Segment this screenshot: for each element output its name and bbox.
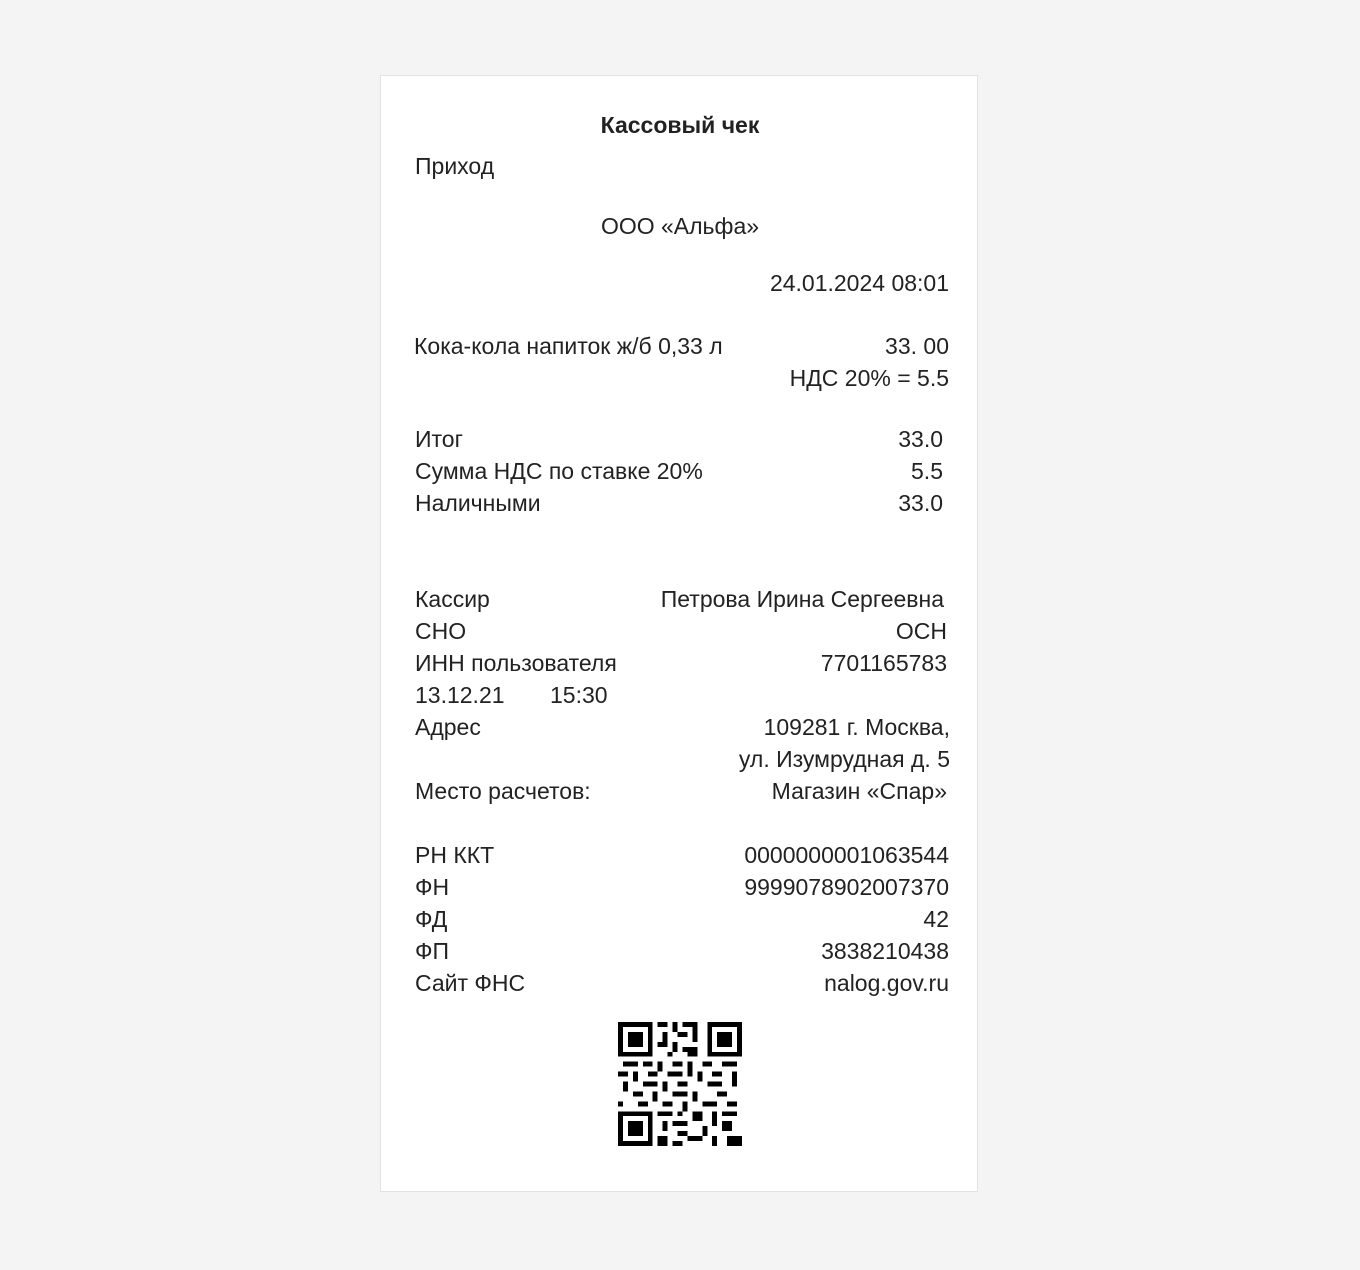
shift-date: 13.12.21 — [415, 682, 505, 708]
total-value: 33.0 — [898, 426, 943, 452]
address-label: Адрес — [415, 714, 481, 740]
sno-value: ОСН — [895, 618, 947, 644]
cash-value: 33.0 — [898, 490, 943, 516]
qr-code-icon — [618, 1022, 742, 1146]
fn-value: 9999078902007370 — [744, 874, 949, 900]
cash-label: Наличными — [415, 490, 541, 516]
fns-site-label: Сайт ФНС — [415, 970, 526, 996]
fns-site-value: nalog.gov.ru — [824, 970, 949, 996]
receipt-datetime: 24.01.2024 08:01 — [769, 270, 949, 296]
item-vat: НДС 20% = 5.5 — [789, 365, 949, 391]
address-line2: ул. Изумрудная д. 5 — [738, 746, 950, 772]
fp-value: 3838210438 — [821, 938, 949, 964]
fd-value: 42 — [923, 906, 949, 932]
rn-kkt-value: 0000000001063544 — [744, 842, 949, 868]
fn-label: ФН — [415, 874, 450, 900]
place-value: Магазин «Спар» — [771, 778, 947, 804]
total-label: Итог — [415, 426, 463, 452]
receipt-title: Кассовый чек — [600, 112, 760, 138]
address-line1: 109281 г. Москва, — [763, 714, 950, 740]
organization-name: ООО «Альфа» — [600, 213, 760, 239]
sno-label: СНО — [415, 618, 467, 644]
item-price: 33. 00 — [885, 333, 949, 359]
cashier-value: Петрова Ирина Сергеевна — [660, 586, 944, 612]
vat-sum-label: Сумма НДС по ставке 20% — [415, 458, 703, 484]
inn-value: 7701165783 — [820, 650, 947, 676]
cashier-label: Кассир — [415, 586, 490, 612]
inn-label: ИНН пользователя — [415, 650, 617, 676]
item-name: Кока-кола напиток ж/б 0,33 л — [414, 333, 723, 359]
shift-time: 15:30 — [550, 682, 608, 708]
rn-kkt-label: РН ККТ — [415, 842, 495, 868]
fd-label: ФД — [415, 906, 448, 932]
vat-sum-value: 5.5 — [911, 458, 943, 484]
operation-type: Приход — [415, 153, 495, 179]
receipt — [380, 75, 978, 1192]
fp-label: ФП — [415, 938, 450, 964]
place-label: Место расчетов: — [415, 778, 591, 804]
